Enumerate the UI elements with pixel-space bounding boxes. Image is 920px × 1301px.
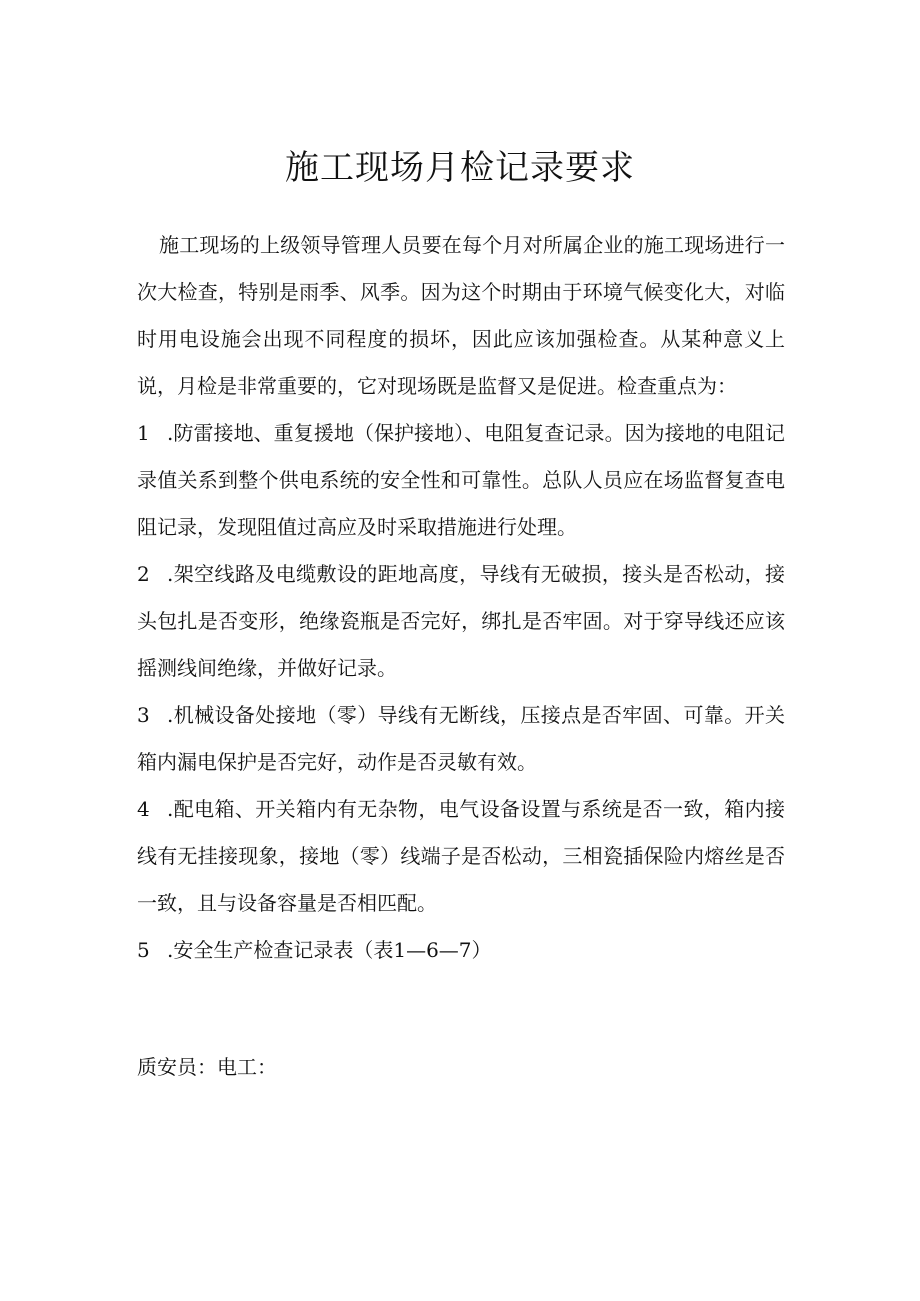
inspection-item-1: [137, 410, 785, 551]
intro-paragraph: 施工现场的上级领导管理人员要在每个月对所属企业的施工现场进行一次大检查，特别是雨季、风季。因为这个时期由于环境气候变化大，对临时用电设施会出现不同程度的损坏，因此应该加强检查。从某种意义上说，月检是非常重要的，它对现场既是监督又是促进。检查重点为：: [137, 233, 785, 398]
item-number: 1: [137, 421, 150, 445]
item-text: .安全生产检查记录表（表1—6—7）: [167, 938, 492, 962]
signature-line: 质安员：电工：: [137, 1055, 277, 1079]
document-title: 施工现场月检记录要求: [285, 148, 635, 188]
item-number: 4: [137, 797, 150, 821]
inspection-item-2: [137, 551, 785, 692]
item-text: .架空线路及电缆敷设的距地高度，导线有无破损，接头是否松动，接头包扎是否变形，绝缘瓷瓶是否完好，绑扎是否牢固。对于穿导线还应该摇测线间绝缘，并做好记录。: [137, 562, 785, 680]
item-text: .机械设备处接地（零）导线有无断线，压接点是否牢固、可靠。开关箱内漏电保护是否完好，动作是否灵敏有效。: [137, 703, 785, 774]
inspection-item-3: [137, 692, 785, 786]
document-body: [137, 222, 785, 974]
inspection-item-5: [137, 927, 785, 974]
item-text: .配电箱、开关箱内有无杂物，电气设备设置与系统是否一致，箱内接线有无挂接现象，接地（零）线端子是否松动，三相瓷插保险内熔丝是否一致，且与设备容量是否相匹配。: [137, 797, 785, 915]
item-number: 5: [137, 938, 150, 962]
inspection-item-4: [137, 786, 785, 927]
item-text: .防雷接地、重复援地（保护接地）、电阻复查记录。因为接地的电阻记录值关系到整个供电系统的安全性和可靠性。总队人员应在场监督复查电阻记录，发现阻值过高应及时采取措施进行处理。: [137, 421, 785, 539]
item-number: 2: [137, 562, 150, 586]
item-number: 3: [137, 703, 150, 727]
